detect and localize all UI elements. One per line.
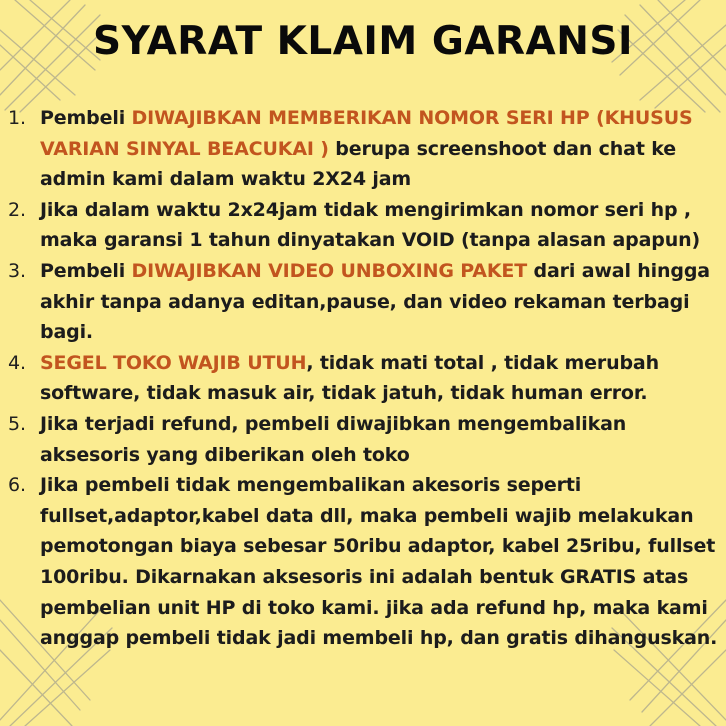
term-text-after: dari awal hingga akhir tanpa adanya editan,pause, dan video rekaman terbagi bagi. [40, 259, 710, 344]
term-number: 1. [8, 107, 26, 129]
term-text-before: Pembeli [40, 107, 132, 129]
term-item [8, 409, 722, 470]
term-highlight: DIWAJIBKAN MEMBERIKAN NOMOR SERI HP (KHUSUS VARIAN SINYAL BEACUKAI ) [40, 107, 693, 160]
term-number: 6. [8, 474, 26, 497]
term-text [40, 409, 722, 470]
term-text-after: berupa screenshoot dan chat ke admin kami dalam waktu 2X24 jam [40, 137, 676, 191]
term-text [40, 348, 722, 409]
term-text-before: Pembeli [40, 259, 132, 282]
terms-list [8, 103, 722, 654]
term-text-before: Jika dalam waktu 2x24jam tidak mengirimkan nomor seri hp , maka garansi 1 tahun dinyatakan VOID (tanpa alasan apapun) [40, 198, 700, 252]
term-item [8, 470, 722, 654]
page-title: SYARAT KLAIM GARANSI [93, 19, 633, 64]
term-item [8, 348, 722, 409]
term-text [40, 103, 722, 195]
term-highlight: SEGEL TOKO WAJIB UTUH [40, 351, 307, 374]
term-item [8, 195, 722, 256]
term-text-before: Jika pembeli tidak mengembalikan akesoris seperti fullset,adaptor,kabel data dll, maka pembeli wajib melakukan pemotongan biaya sebesar 50ribu adaptor, kabel 25ribu, fullset 100ribu. Dikarnakan aksesoris ini adalah bentuk GRATIS atas pembelian unit HP di toko kami. jika ada refund hp, maka kami anggap pembeli tidak jadi membeli hp, dan gratis dihanguskan. [40, 474, 718, 650]
term-text [40, 256, 722, 348]
term-number: 2. [8, 198, 26, 221]
term-item [8, 103, 722, 195]
term-text [40, 195, 722, 256]
term-number: 4. [8, 351, 26, 374]
term-number: 5. [8, 412, 26, 435]
term-text-after: , tidak mati total , tidak merubah software, tidak masuk air, tidak jatuh, tidak human error. [40, 351, 659, 405]
term-highlight: DIWAJIBKAN VIDEO UNBOXING PAKET [131, 259, 528, 282]
term-text [40, 470, 722, 654]
term-number: 3. [8, 259, 26, 282]
term-item [8, 256, 722, 348]
term-text-before: Jika terjadi refund, pembeli diwajibkan mengembalikan aksesoris yang diberikan oleh toko [40, 412, 627, 466]
